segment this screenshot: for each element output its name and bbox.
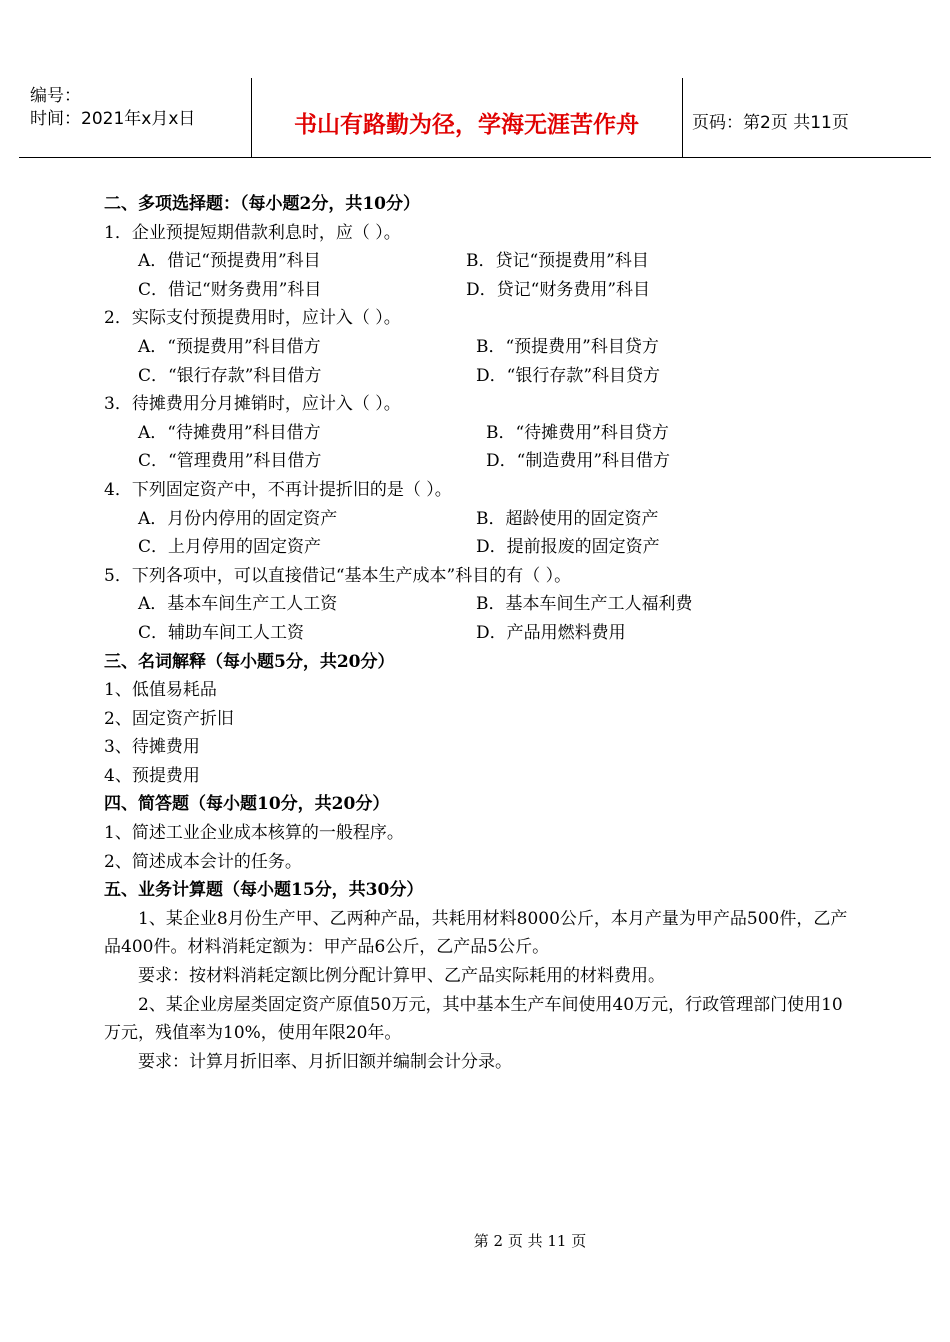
section-title: 二、多项选择题：（每小题2分，共10分） xyxy=(104,194,420,214)
option-b: B．“待摊费用”科目贷方 xyxy=(486,422,669,443)
option-d: D．“制造费用”科目借方 xyxy=(486,451,671,472)
header-right-cell xyxy=(682,78,931,157)
option-a: A．“预提费用”科目借方 xyxy=(138,336,321,357)
option-a: A．“待摊费用”科目借方 xyxy=(138,422,321,443)
question-stem: 4．下列固定资产中，不再计提折旧的是（ ）。 xyxy=(104,479,452,500)
option-a: A．月份内停用的固定资产 xyxy=(138,508,338,529)
option-row xyxy=(104,447,864,476)
option-row xyxy=(104,276,864,305)
option-row xyxy=(104,619,864,648)
section-title: 四、简答题（每小题10分，共20分） xyxy=(104,794,390,815)
option-row xyxy=(104,333,864,362)
problem-requirement: 要求：计算月折旧率、月折旧额并编制会计分录。 xyxy=(138,1051,512,1072)
section-title: 三、名词解释（每小题5分，共20分） xyxy=(104,651,395,672)
problem-requirement: 要求：按材料消耗定额比例分配计算甲、乙产品实际耗用的材料费用。 xyxy=(138,966,665,987)
option-c: C．辅助车间工人工资 xyxy=(138,622,305,643)
serial-label: 编号： xyxy=(30,86,81,106)
option-d: D．“银行存款”科目贷方 xyxy=(476,365,661,386)
option-d: D．提前报废的固定资产 xyxy=(476,537,660,558)
header-motto-cell xyxy=(251,78,683,157)
option-row xyxy=(104,533,864,562)
option-row xyxy=(104,590,864,619)
option-row xyxy=(104,362,864,391)
time-label: 时间：2021年x月x日 xyxy=(30,109,196,129)
option-c: C．“管理费用”科目借方 xyxy=(138,451,322,472)
option-row xyxy=(104,419,864,448)
option-c: C．借记“财务费用”科目 xyxy=(138,279,322,300)
problem-paragraph: 1、某企业8月份生产甲、乙两种产品，共耗用材料8000公斤，本月产量为甲产品500件，乙产品400件。材料消耗定额为：甲产品6公斤，乙产品5公斤。 xyxy=(104,908,848,958)
option-b: B．超龄使用的固定资产 xyxy=(476,508,659,529)
list-item: 3、待摊费用 xyxy=(104,737,200,758)
exam-content xyxy=(104,190,864,1076)
option-b: B．基本车间生产工人福利费 xyxy=(476,594,693,615)
header-page-info: 页码：第2页 共11页 xyxy=(692,113,849,133)
option-c: C．上月停用的固定资产 xyxy=(138,537,322,558)
question-stem: 1．企业预提短期借款利息时，应（ ）。 xyxy=(104,222,401,243)
option-row xyxy=(104,247,864,276)
list-item: 2、简述成本会计的任务。 xyxy=(104,851,302,872)
question-stem: 2．实际支付预提费用时，应计入（ ）。 xyxy=(104,308,401,329)
section-title: 五、业务计算题（每小题15分，共30分） xyxy=(104,880,424,901)
option-a: A．借记“预提费用”科目 xyxy=(138,251,321,272)
page-header xyxy=(19,78,931,158)
problem-paragraph: 2、某企业房屋类固定资产原值50万元，其中基本生产车间使用40万元，行政管理部门使用10万元，残值率为10%，使用年限20年。 xyxy=(104,994,843,1044)
question-stem: 5．下列各项中，可以直接借记“基本生产成本”科目的有（ ）。 xyxy=(104,565,572,586)
list-item: 1、简述工业企业成本核算的一般程序。 xyxy=(104,823,404,844)
option-b: B．“预提费用”科目贷方 xyxy=(476,336,659,357)
option-b: B．贷记“预提费用”科目 xyxy=(466,251,649,272)
list-item: 4、预提费用 xyxy=(104,765,200,786)
question-stem: 3．待摊费用分月摊销时，应计入（ ）。 xyxy=(104,394,401,415)
option-row xyxy=(104,505,864,534)
header-left-cell xyxy=(19,78,252,157)
option-c: C．“银行存款”科目借方 xyxy=(138,365,322,386)
option-d: D．产品用燃料费用 xyxy=(476,622,626,643)
page-footer: 第 2 页 共 11 页 xyxy=(473,1232,587,1250)
option-a: A．基本车间生产工人工资 xyxy=(138,594,338,615)
list-item: 2、固定资产折旧 xyxy=(104,708,234,729)
list-item: 1、低值易耗品 xyxy=(104,680,217,701)
option-d: D．贷记“财务费用”科目 xyxy=(466,279,651,300)
header-motto: 书山有路勤为径，学海无涯苦作舟 xyxy=(294,112,639,138)
